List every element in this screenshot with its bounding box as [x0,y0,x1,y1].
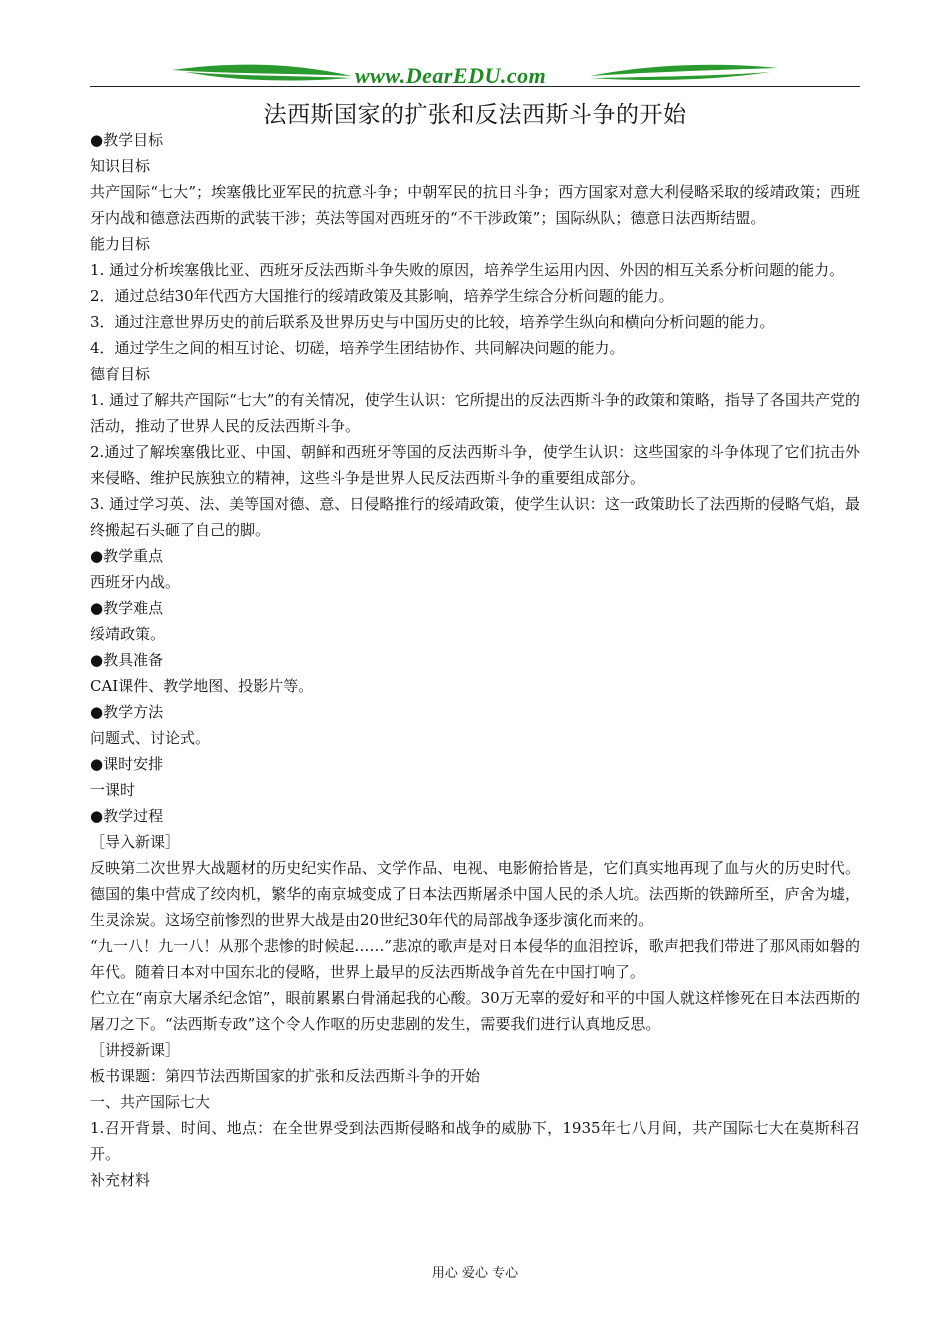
paragraph: 反映第二次世界大战题材的历史纪实作品、文学作品、电视、电影俯拾皆是，它们真实地再现了血与火的历史时代。德国的集中营成了绞肉机，繁华的南京城变成了日本法西斯屠杀中国人民的杀人坑。法西斯的铁蹄所至，庐舍为墟，生灵涂炭。这场空前惨烈的世界大战是由20世纪30年代的局部战争逐步演化而来的。 [90,859,860,929]
paragraph: ●教学过程 [90,807,164,825]
paragraph: 德育目标 [90,365,151,383]
paragraph: 3．通过注意世界历史的前后联系及世界历史与中国历史的比较，培养学生纵向和横向分析问题的能力。 [90,313,775,331]
paragraph: ●教学难点 [90,599,164,617]
paragraph: 4．通过学生之间的相互讨论、切磋，培养学生团结协作、共同解决问题的能力。 [90,339,625,357]
paragraph: 1.召开背景、时间、地点：在全世界受到法西斯侵略和战争的威胁下，1935年七八月间，共产国际七大在莫斯科召开。 [90,1119,860,1163]
paragraph: 伫立在“南京大屠杀纪念馆”，眼前累累白骨涌起我的心酸。30万无辜的爱好和平的中国人就这样惨死在日本法西斯的屠刀之下。“法西斯专政”这个令人作呕的历史悲剧的发生，需要我们进行认真地反思。 [90,989,860,1033]
paragraph: 2.通过了解埃塞俄比亚、中国、朝鲜和西班牙等国的反法西斯斗争，使学生认识：这些国家的斗争体现了它们抗击外来侵略、维护民族独立的精神，这些斗争是世界人民反法西斯斗争的重要组成部分。 [90,443,860,487]
page-title: 法西斯国家的扩张和反法西斯斗争的开始 [263,102,687,128]
paragraph: 一课时 [90,781,136,799]
paragraph: 能力目标 [90,235,151,253]
paragraph: 补充材料 [90,1171,151,1189]
paragraph: ［导入新课］ [90,833,181,851]
paragraph: 绥靖政策。 [90,625,166,643]
paragraph: 共产国际“七大”；埃塞俄比亚军民的抗意斗争；中朝军民的抗日斗争；西方国家对意大利侵略采取的绥靖政策；西班牙内战和德意法西斯的武装干涉；英法等国对西班牙的“不干涉政策”；国际纵队；德意日法西斯结盟。 [90,183,860,227]
paragraph: 西班牙内战。 [90,573,181,591]
paragraph: 板书课题：第四节法西斯国家的扩张和反法西斯斗争的开始 [90,1067,481,1085]
paragraph: ［讲授新课］ [90,1041,181,1059]
page-footer: 用心 爱心 专心 [431,1266,519,1281]
paragraph: ●教具准备 [90,651,164,669]
paragraph: ●课时安排 [90,755,164,773]
paragraph: ●教学重点 [90,547,164,565]
paragraph: 一、共产国际七大 [90,1093,211,1111]
paragraph: CAI课件、教学地图、投影片等。 [90,677,314,695]
paragraph: 3. 通过学习英、法、美等国对德、意、日侵略推行的绥靖政策，使学生认识：这一政策助长了法西斯的侵略气焰，最终搬起石头砸了自己的脚。 [90,495,860,539]
paragraph: ●教学目标 [90,131,164,149]
paragraph: 问题式、讨论式。 [90,729,211,747]
paragraph: 知识目标 [90,157,151,175]
paragraph: 1. 通过了解共产国际“七大”的有关情况，使学生认识：它所提出的反法西斯斗争的政策和策略，指导了各国共产党的活动，推动了世界人民的反法西斯斗争。 [90,391,860,435]
header-rule [90,86,860,87]
paragraph: 1. 通过分析埃塞俄比亚、西班牙反法西斯斗争失败的原因，培养学生运用内因、外因的相互关系分析问题的能力。 [90,261,845,279]
paragraph: 2．通过总结30年代西方大国推行的绥靖政策及其影响，培养学生综合分析问题的能力。 [90,287,674,305]
paragraph: “九一八！九一八！从那个悲惨的时候起……”悲凉的歌声是对日本侵华的血泪控诉，歌声把我们带进了那风雨如磐的年代。随着日本对中国东北的侵略，世界上最早的反法西斯战争首先在中国打响了。 [90,937,860,981]
document-body [90,127,860,1193]
site-logo-text: www.DearEDU.com [355,63,547,88]
paragraph: ●教学方法 [90,703,164,721]
